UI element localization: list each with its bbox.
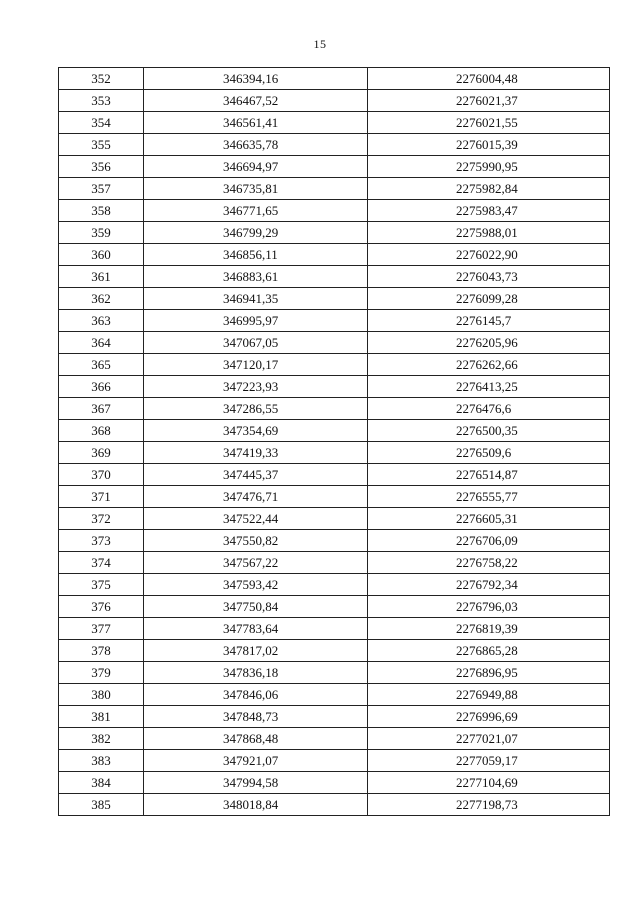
point-number-cell: 378 bbox=[59, 640, 144, 662]
x-coordinate-cell: 346735,81 bbox=[144, 178, 368, 200]
point-number-cell: 365 bbox=[59, 354, 144, 376]
table-row bbox=[59, 222, 610, 244]
y-coordinate-cell: 2275990,95 bbox=[368, 156, 610, 178]
x-coordinate-cell: 348018,84 bbox=[144, 794, 368, 816]
table-row bbox=[59, 706, 610, 728]
point-number-cell: 371 bbox=[59, 486, 144, 508]
point-number-cell: 367 bbox=[59, 398, 144, 420]
table-row bbox=[59, 266, 610, 288]
y-coordinate-cell: 2276043,73 bbox=[368, 266, 610, 288]
y-coordinate-cell: 2276819,39 bbox=[368, 618, 610, 640]
table-row bbox=[59, 486, 610, 508]
table-row bbox=[59, 772, 610, 794]
table-row bbox=[59, 530, 610, 552]
x-coordinate-cell: 347567,22 bbox=[144, 552, 368, 574]
x-coordinate-cell: 346561,41 bbox=[144, 112, 368, 134]
x-coordinate-cell: 347476,71 bbox=[144, 486, 368, 508]
coordinates-table-body bbox=[59, 68, 610, 816]
table-row bbox=[59, 156, 610, 178]
x-coordinate-cell: 347067,05 bbox=[144, 332, 368, 354]
x-coordinate-cell: 347445,37 bbox=[144, 464, 368, 486]
x-coordinate-cell: 347848,73 bbox=[144, 706, 368, 728]
x-coordinate-cell: 346799,29 bbox=[144, 222, 368, 244]
x-coordinate-cell: 347223,93 bbox=[144, 376, 368, 398]
point-number-cell: 377 bbox=[59, 618, 144, 640]
x-coordinate-cell: 347750,84 bbox=[144, 596, 368, 618]
table-row bbox=[59, 310, 610, 332]
point-number-cell: 373 bbox=[59, 530, 144, 552]
x-coordinate-cell: 347836,18 bbox=[144, 662, 368, 684]
y-coordinate-cell: 2277021,07 bbox=[368, 728, 610, 750]
point-number-cell: 380 bbox=[59, 684, 144, 706]
x-coordinate-cell: 347817,02 bbox=[144, 640, 368, 662]
table-row bbox=[59, 640, 610, 662]
point-number-cell: 372 bbox=[59, 508, 144, 530]
y-coordinate-cell: 2276015,39 bbox=[368, 134, 610, 156]
table-row bbox=[59, 354, 610, 376]
point-number-cell: 384 bbox=[59, 772, 144, 794]
point-number-cell: 368 bbox=[59, 420, 144, 442]
table-row bbox=[59, 200, 610, 222]
x-coordinate-cell: 346467,52 bbox=[144, 90, 368, 112]
y-coordinate-cell: 2276514,87 bbox=[368, 464, 610, 486]
x-coordinate-cell: 347846,06 bbox=[144, 684, 368, 706]
y-coordinate-cell: 2276021,55 bbox=[368, 112, 610, 134]
table-row bbox=[59, 728, 610, 750]
y-coordinate-cell: 2276262,66 bbox=[368, 354, 610, 376]
y-coordinate-cell: 2276500,35 bbox=[368, 420, 610, 442]
y-coordinate-cell: 2277104,69 bbox=[368, 772, 610, 794]
table-row bbox=[59, 178, 610, 200]
y-coordinate-cell: 2276509,6 bbox=[368, 442, 610, 464]
y-coordinate-cell: 2276004,48 bbox=[368, 68, 610, 90]
x-coordinate-cell: 346394,16 bbox=[144, 68, 368, 90]
point-number-cell: 375 bbox=[59, 574, 144, 596]
y-coordinate-cell: 2276758,22 bbox=[368, 552, 610, 574]
x-coordinate-cell: 346941,35 bbox=[144, 288, 368, 310]
y-coordinate-cell: 2276145,7 bbox=[368, 310, 610, 332]
y-coordinate-cell: 2276205,96 bbox=[368, 332, 610, 354]
x-coordinate-cell: 347593,42 bbox=[144, 574, 368, 596]
table-row bbox=[59, 90, 610, 112]
x-coordinate-cell: 346771,65 bbox=[144, 200, 368, 222]
x-coordinate-cell: 346995,97 bbox=[144, 310, 368, 332]
point-number-cell: 356 bbox=[59, 156, 144, 178]
y-coordinate-cell: 2277198,73 bbox=[368, 794, 610, 816]
x-coordinate-cell: 347550,82 bbox=[144, 530, 368, 552]
point-number-cell: 363 bbox=[59, 310, 144, 332]
coordinates-table bbox=[58, 67, 610, 816]
y-coordinate-cell: 2277059,17 bbox=[368, 750, 610, 772]
table-row bbox=[59, 420, 610, 442]
y-coordinate-cell: 2275982,84 bbox=[368, 178, 610, 200]
x-coordinate-cell: 346635,78 bbox=[144, 134, 368, 156]
y-coordinate-cell: 2276896,95 bbox=[368, 662, 610, 684]
point-number-cell: 353 bbox=[59, 90, 144, 112]
y-coordinate-cell: 2276865,28 bbox=[368, 640, 610, 662]
y-coordinate-cell: 2275988,01 bbox=[368, 222, 610, 244]
point-number-cell: 355 bbox=[59, 134, 144, 156]
table-row bbox=[59, 794, 610, 816]
table-row bbox=[59, 508, 610, 530]
point-number-cell: 358 bbox=[59, 200, 144, 222]
y-coordinate-cell: 2276413,25 bbox=[368, 376, 610, 398]
x-coordinate-cell: 347921,07 bbox=[144, 750, 368, 772]
table-row bbox=[59, 684, 610, 706]
point-number-cell: 360 bbox=[59, 244, 144, 266]
table-row bbox=[59, 376, 610, 398]
point-number-cell: 354 bbox=[59, 112, 144, 134]
point-number-cell: 357 bbox=[59, 178, 144, 200]
table-row bbox=[59, 464, 610, 486]
point-number-cell: 374 bbox=[59, 552, 144, 574]
point-number-cell: 366 bbox=[59, 376, 144, 398]
table-row bbox=[59, 288, 610, 310]
table-row bbox=[59, 750, 610, 772]
point-number-cell: 370 bbox=[59, 464, 144, 486]
x-coordinate-cell: 347286,55 bbox=[144, 398, 368, 420]
x-coordinate-cell: 347994,58 bbox=[144, 772, 368, 794]
y-coordinate-cell: 2276796,03 bbox=[368, 596, 610, 618]
y-coordinate-cell: 2276555,77 bbox=[368, 486, 610, 508]
x-coordinate-cell: 347120,17 bbox=[144, 354, 368, 376]
table-row bbox=[59, 244, 610, 266]
point-number-cell: 382 bbox=[59, 728, 144, 750]
point-number-cell: 352 bbox=[59, 68, 144, 90]
y-coordinate-cell: 2276022,90 bbox=[368, 244, 610, 266]
point-number-cell: 379 bbox=[59, 662, 144, 684]
page-number: 15 bbox=[313, 37, 327, 51]
x-coordinate-cell: 346694,97 bbox=[144, 156, 368, 178]
x-coordinate-cell: 347783,64 bbox=[144, 618, 368, 640]
x-coordinate-cell: 346883,61 bbox=[144, 266, 368, 288]
table-row bbox=[59, 112, 610, 134]
x-coordinate-cell: 347419,33 bbox=[144, 442, 368, 464]
y-coordinate-cell: 2276021,37 bbox=[368, 90, 610, 112]
table-row bbox=[59, 552, 610, 574]
x-coordinate-cell: 347868,48 bbox=[144, 728, 368, 750]
table-row bbox=[59, 332, 610, 354]
point-number-cell: 359 bbox=[59, 222, 144, 244]
y-coordinate-cell: 2276996,69 bbox=[368, 706, 610, 728]
y-coordinate-cell: 2276949,88 bbox=[368, 684, 610, 706]
table-row bbox=[59, 596, 610, 618]
table-row bbox=[59, 618, 610, 640]
point-number-cell: 361 bbox=[59, 266, 144, 288]
table-row bbox=[59, 442, 610, 464]
x-coordinate-cell: 346856,11 bbox=[144, 244, 368, 266]
point-number-cell: 362 bbox=[59, 288, 144, 310]
y-coordinate-cell: 2276476,6 bbox=[368, 398, 610, 420]
point-number-cell: 364 bbox=[59, 332, 144, 354]
y-coordinate-cell: 2276099,28 bbox=[368, 288, 610, 310]
point-number-cell: 383 bbox=[59, 750, 144, 772]
table-row bbox=[59, 68, 610, 90]
y-coordinate-cell: 2276792,34 bbox=[368, 574, 610, 596]
y-coordinate-cell: 2276706,09 bbox=[368, 530, 610, 552]
point-number-cell: 385 bbox=[59, 794, 144, 816]
table-row bbox=[59, 134, 610, 156]
y-coordinate-cell: 2275983,47 bbox=[368, 200, 610, 222]
table-row bbox=[59, 398, 610, 420]
x-coordinate-cell: 347522,44 bbox=[144, 508, 368, 530]
y-coordinate-cell: 2276605,31 bbox=[368, 508, 610, 530]
point-number-cell: 376 bbox=[59, 596, 144, 618]
point-number-cell: 369 bbox=[59, 442, 144, 464]
point-number-cell: 381 bbox=[59, 706, 144, 728]
table-row bbox=[59, 574, 610, 596]
x-coordinate-cell: 347354,69 bbox=[144, 420, 368, 442]
table-row bbox=[59, 662, 610, 684]
